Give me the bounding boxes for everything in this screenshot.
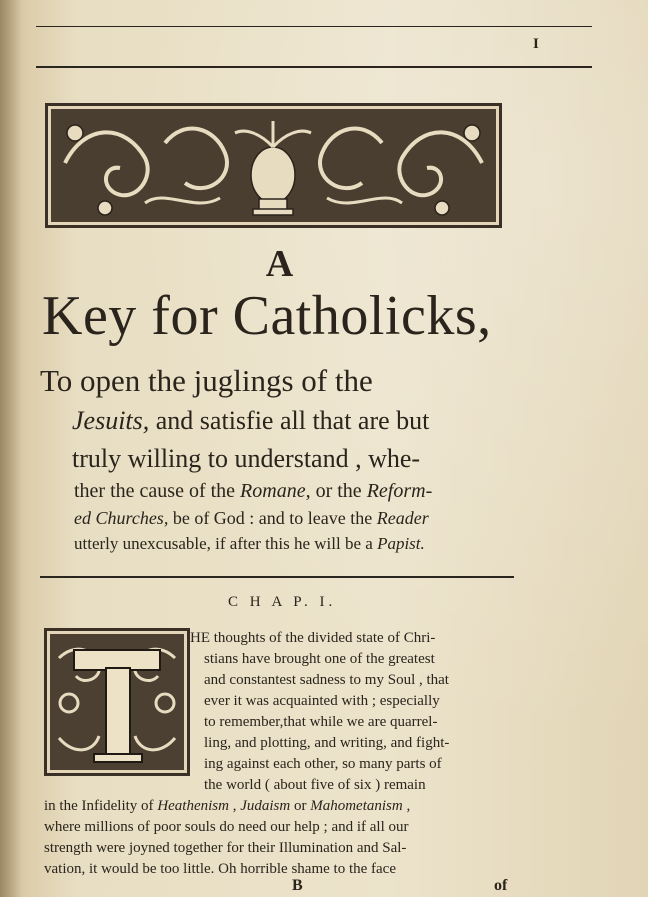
subtitle-line-6 [74,534,425,554]
body-line-9-c: , [228,798,241,814]
subtitle-line-4-a: ther the cause of the [74,480,241,502]
subtitle-line-6-a: utterly unexcusable, if after this he will be a [74,534,378,553]
subtitle-line-5-b: be of God : and to leave the [168,508,377,528]
mahometanism-word: Mahometanism [310,798,403,814]
body-line-9-e: or [290,798,311,814]
subtitle-line-1: To open the juglings of the [40,363,373,398]
ornamental-headpiece [45,103,502,228]
subtitle-line-4 [74,480,432,503]
body-line-3: and constantest sadness to my Soul , that [204,672,449,688]
subtitle-line-5 [74,508,429,529]
body-line-7: ing against each other, so many parts of [204,756,442,772]
subtitle-papist: Papist. [377,534,425,553]
header-rule [36,66,592,68]
heathenism-word: Heathenism [157,798,229,814]
judaism-word: Judaism [240,798,291,814]
body-line-4: ever it was acquainted with ; especially [204,693,440,709]
section-rule [40,576,514,578]
subtitle-ed-churches: ed Churches, [74,508,169,528]
body-line-11: strength were joyned together for their Illumination and Sal- [44,840,407,856]
body-line-9-a: in the Infidelity of [44,798,158,814]
decorated-initial-t [44,628,190,776]
signature-mark: B [292,877,303,894]
subtitle-line-2-text: and satisfie all that are but [149,406,430,435]
body-line-9 [44,798,410,815]
subtitle-jesuits: Jesuits, [72,406,150,435]
body-line-12: vation, it would be too little. Oh horrible shame to the face [44,861,396,877]
catchword: of [494,877,508,894]
gutter-shadow [0,0,22,897]
body-line-10: where millions of poor souls do need our help ; and if all our [44,819,409,835]
body-line-5: to remember,that while we are quarrel- [204,714,438,730]
body-line-9-g: , [402,798,411,814]
page-title: Key for Catholicks, [42,285,492,347]
body-line-2: stians have brought one of the greatest [204,651,435,667]
top-rule [36,26,592,27]
body-line-1: HE thoughts of the divided state of Chri- [190,630,436,646]
subtitle-romane: Romane, [240,480,311,502]
chapter-heading: C H A P. I. [228,594,337,610]
subtitle-reader: Reader [376,508,429,528]
subtitle-reform: Reform- [366,480,433,502]
subtitle-line-4-c: or the [310,480,367,502]
title-article: A [265,243,295,285]
subtitle-line-2 [72,406,429,436]
body-line-6: ling, and plotting, and writing, and fight- [204,735,450,751]
page-number: I [533,36,539,52]
body-line-8: the world ( about five of six ) remain [204,777,426,793]
subtitle-line-3: truly willing to understand , whe- [72,444,421,473]
